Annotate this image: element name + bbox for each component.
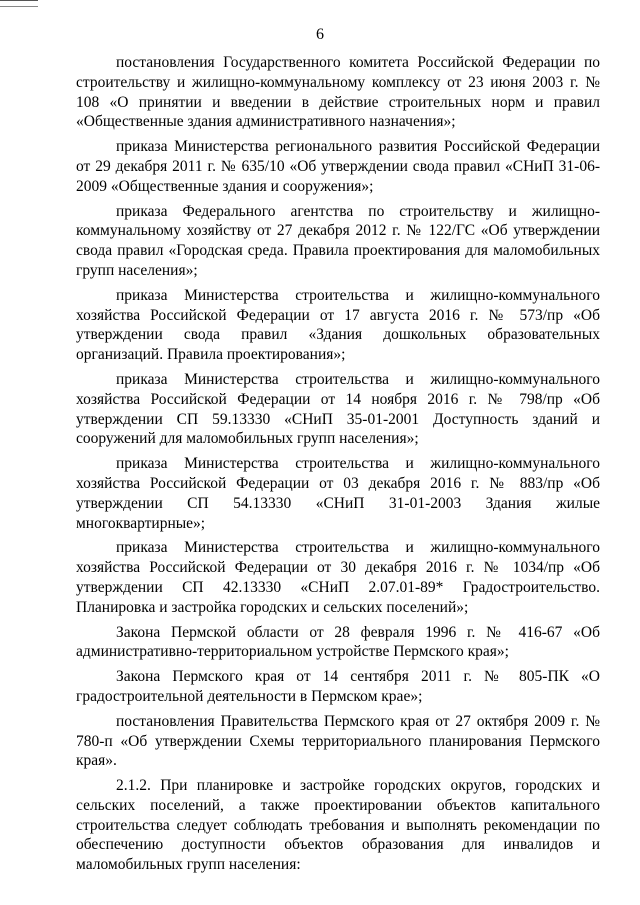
paragraph: Закона Пермской области от 28 февраля 1996 г. № 416-67 «Об административно-территориальном устройстве Пермского края»;: [76, 623, 600, 661]
scan-corner-mark: [0, 0, 38, 7]
paragraph: постановления Государственного комитета Российской Федерации по строительству и жилищно-коммунальному комплексу от 23 июня 2003 г. № 108 «О принятии и введении в действие строительных норм и правил «Общественные здания административного назначения»;: [76, 54, 600, 131]
paragraph: приказа Министерства регионального развития Российской Федерации от 29 декабря 2011 г. № 635/10 «Об утверждении свода правил «СНиП 31-06-2009 «Общественные здания и сооружения»;: [76, 138, 600, 195]
paragraph: приказа Федерального агентства по строительству и жилищно-коммунальному хозяйству от 27 декабря 2012 г. № 122/ГС «Об утверждении свода правил «Городская среда. Правила проектирования для маломобильных групп населения»;: [76, 202, 600, 279]
page-number: 6: [316, 26, 324, 43]
paragraph: 2.1.2. При планировке и застройке городских округов, городских и сельских поселений, а также проектировании объектов капитального строительства следует соблюдать требования и выполнять рекомендации по обеспечению доступности объектов образования для инвалидов и маломобильных групп населения:: [76, 777, 600, 874]
paragraph: приказа Министерства строительства и жилищно-коммунального хозяйства Российской Федерации от 14 ноября 2016 г. № 798/пр «Об утверждении СП 59.13330 «СНиП 35-01-2001 Доступность зданий и сооружений для маломобильных групп населения»;: [76, 370, 600, 448]
document-body: [76, 53, 600, 875]
paragraph: приказа Министерства строительства и жилищно-коммунального хозяйства Российской Федерации от 17 августа 2016 г. № 573/пр «Об утверждении свода правил «Здания дошкольных образовательных организаций. Правила проектирования»;: [76, 286, 600, 364]
paragraph: приказа Министерства строительства и жилищно-коммунального хозяйства Российской Федерации от 03 декабря 2016 г. № 883/пр «Об утверждении СП 54.13330 «СНиП 31-01-2003 Здания жилые многоквартирные»;: [76, 455, 600, 532]
paragraph: приказа Министерства строительства и жилищно-коммунального хозяйства Российской Федерации от 30 декабря 2016 г. № 1034/пр «Об утверждении СП 42.13330 «СНиП 2.07.01-89* Градостроительство. Планировка и застройка городских и сельских поселений»;: [76, 539, 600, 616]
paragraph: Закона Пермского края от 14 сентября 2011 г. № 805-ПК «О градостроительной деятельности в Пермском крае»;: [76, 668, 600, 705]
paragraph: постановления Правительства Пермского края от 27 октября 2009 г. № 780-п «Об утверждении Схемы территориального планирования Пермского края».: [76, 712, 600, 770]
